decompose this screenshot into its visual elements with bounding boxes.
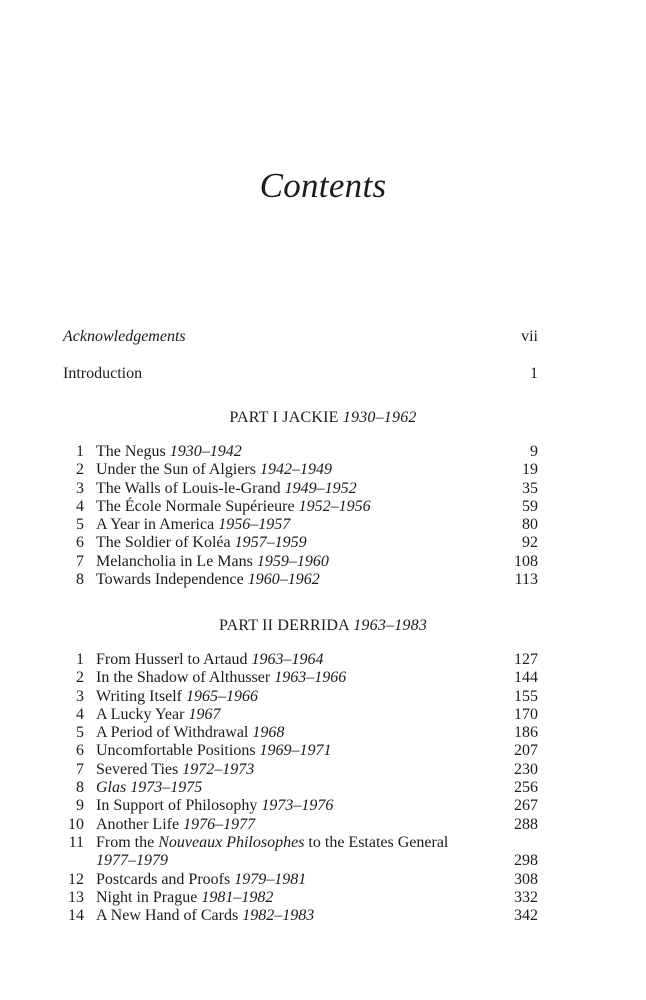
chapter-title: Under the Sun of Algiers — [96, 461, 256, 479]
front-matter-page: 1 — [530, 365, 538, 382]
chapter-list-part-2 — [63, 651, 538, 925]
toc-entry — [63, 688, 538, 706]
chapter-title-line — [96, 516, 290, 534]
chapter-number: 9 — [76, 797, 84, 815]
chapter-title-line — [96, 498, 371, 516]
chapter-title: Glas — [96, 779, 127, 797]
toc-entry — [63, 724, 538, 742]
toc-entry — [63, 480, 538, 498]
front-matter-introduction — [63, 364, 538, 384]
chapter-period: 1976–1977 — [183, 815, 256, 833]
chapter-period: 1957–1959 — [234, 534, 307, 552]
chapter-title: Night in Prague — [96, 888, 198, 906]
chapter-number: 3 — [76, 479, 84, 497]
chapter-title-line — [96, 688, 258, 706]
chapter-period: 1959–1960 — [256, 552, 329, 570]
toc-entry — [63, 742, 538, 760]
toc-entry — [63, 779, 538, 797]
chapter-title: The Soldier of Koléa — [96, 534, 231, 552]
toc-entry — [63, 534, 538, 552]
chapter-page: 9 — [530, 443, 538, 460]
chapter-title-line — [96, 871, 306, 889]
chapter-title-line — [96, 443, 242, 461]
part-period: 1930–1962 — [342, 409, 417, 426]
chapter-number: 1 — [76, 651, 84, 668]
chapter-number: 6 — [76, 742, 84, 760]
chapter-page: 230 — [514, 760, 538, 778]
chapter-title: Severed Ties — [96, 760, 179, 778]
chapter-title-line — [96, 651, 324, 669]
chapter-title: Postcards and Proofs — [96, 870, 231, 888]
chapter-period: 1952–1956 — [298, 497, 371, 515]
toc-entry — [63, 871, 538, 889]
chapter-title-line — [96, 724, 284, 742]
chapter-page: 288 — [514, 815, 538, 833]
part-label: PART I JACKIE — [229, 409, 339, 426]
chapter-title: From Husserl to Artaud — [96, 651, 248, 668]
chapter-list-part-1 — [63, 443, 538, 589]
chapter-page: 144 — [514, 669, 538, 687]
chapter-page: 59 — [522, 497, 538, 515]
chapter-period: 1963–1966 — [274, 669, 347, 687]
chapter-title: Uncomfortable Positions — [96, 742, 256, 760]
chapter-period: 1956–1957 — [218, 516, 291, 534]
chapter-number: 8 — [76, 779, 84, 797]
chapter-number: 3 — [76, 687, 84, 705]
chapter-title-line — [96, 480, 357, 498]
chapter-title-line — [96, 534, 307, 552]
chapter-title-line — [96, 907, 314, 925]
chapter-title-italic: Nouveaux Philosophes — [158, 833, 305, 851]
chapter-number: 7 — [76, 552, 84, 570]
chapter-period: 1979–1981 — [234, 870, 307, 888]
chapter-page: 108 — [514, 552, 538, 570]
part-period: 1963–1983 — [353, 617, 428, 634]
toc-entry — [63, 889, 538, 907]
chapter-title-line — [96, 571, 320, 589]
chapter-title: Writing Itself — [96, 687, 182, 705]
chapter-title-line — [96, 461, 332, 479]
chapter-title-line — [96, 834, 448, 852]
chapter-period: 1960–1962 — [247, 571, 320, 589]
chapter-number: 5 — [76, 516, 84, 534]
chapter-title-line — [96, 816, 255, 834]
toc-entry — [63, 706, 538, 724]
chapter-number: 4 — [76, 705, 84, 723]
chapter-page: 19 — [522, 461, 538, 479]
toc-entry — [63, 498, 538, 516]
chapter-title-line — [96, 742, 332, 760]
chapter-page: 256 — [514, 779, 538, 797]
front-matter-title: Introduction — [63, 365, 143, 382]
toc-entry — [63, 553, 538, 571]
chapter-number: 6 — [76, 534, 84, 552]
chapter-page: 207 — [514, 742, 538, 760]
chapter-number: 2 — [76, 669, 84, 687]
chapter-title: Another Life — [96, 815, 180, 833]
chapter-period: 1981–1982 — [201, 888, 274, 906]
chapter-period: 1973–1975 — [130, 779, 203, 797]
chapter-period: 1963–1964 — [251, 651, 324, 668]
chapter-title-part: to the Estates General — [304, 833, 449, 851]
chapter-title: A Lucky Year — [96, 705, 185, 723]
front-matter-page: vii — [521, 328, 538, 345]
page-title: Contents — [259, 166, 387, 205]
part-heading-2 — [0, 616, 646, 636]
toc-entry — [63, 797, 538, 815]
chapter-title: A Period of Withdrawal — [96, 724, 249, 742]
chapter-period: 1968 — [252, 724, 285, 742]
toc-entry — [63, 516, 538, 534]
chapter-page: 298 — [514, 852, 538, 870]
toc-entry — [63, 443, 538, 461]
chapter-number: 10 — [68, 815, 84, 833]
chapter-title: Melancholia in Le Mans — [96, 552, 253, 570]
toc-entry — [63, 834, 538, 871]
chapter-period: 1942–1949 — [259, 461, 332, 479]
chapter-title-line — [96, 797, 333, 815]
chapter-title-line — [96, 706, 220, 724]
chapter-period: 1967 — [188, 705, 221, 723]
chapter-period: 1982–1983 — [242, 907, 315, 925]
chapter-page: 113 — [514, 571, 538, 589]
chapter-page: 35 — [522, 479, 538, 497]
chapter-title-line — [96, 761, 254, 779]
toc-entry — [63, 816, 538, 834]
chapter-title: The École Normale Supérieure — [96, 497, 295, 515]
chapter-number: 4 — [76, 497, 84, 515]
chapter-page: 186 — [514, 724, 538, 742]
chapter-title-line — [96, 779, 202, 797]
chapter-title-line — [96, 669, 346, 687]
chapter-title-line — [96, 889, 273, 907]
chapter-title: The Negus — [96, 443, 166, 460]
chapter-number: 1 — [76, 443, 84, 460]
chapter-title: Towards Independence — [96, 571, 244, 589]
chapter-period: 1972–1973 — [182, 760, 255, 778]
chapter-title: In the Shadow of Althusser — [96, 669, 271, 687]
front-matter-title: Acknowledgements — [63, 328, 186, 345]
chapter-title: The Walls of Louis-le-Grand — [96, 479, 281, 497]
chapter-title: A Year in America — [96, 516, 215, 534]
chapter-page: 155 — [514, 687, 538, 705]
chapter-page: 308 — [514, 870, 538, 888]
front-matter-acknowledgements — [63, 327, 538, 347]
chapter-number: 13 — [68, 888, 84, 906]
chapter-page: 92 — [522, 534, 538, 552]
chapter-period: 1973–1976 — [261, 797, 334, 815]
part-label: PART II DERRIDA — [218, 617, 350, 634]
toc-entry — [63, 461, 538, 479]
part-heading-1 — [0, 408, 646, 428]
chapter-period: 1930–1942 — [169, 443, 242, 460]
chapter-page: 80 — [522, 516, 538, 534]
chapter-page: 127 — [514, 651, 538, 668]
chapter-period: 1969–1971 — [259, 742, 332, 760]
chapter-number: 12 — [68, 870, 84, 888]
chapter-number: 5 — [76, 724, 84, 742]
chapter-page: 342 — [514, 907, 538, 925]
toc-entry — [63, 761, 538, 779]
chapter-title-line — [96, 553, 329, 571]
chapter-period: 1977–1979 — [96, 852, 168, 870]
toc-entry — [63, 907, 538, 925]
chapter-number: 2 — [76, 461, 84, 479]
chapter-period: 1965–1966 — [186, 687, 258, 705]
chapter-page: 332 — [514, 888, 538, 906]
chapter-number: 14 — [68, 907, 84, 925]
chapter-page: 267 — [514, 797, 538, 815]
toc-entry — [63, 669, 538, 687]
chapter-title: A New Hand of Cards — [96, 907, 239, 925]
chapter-page: 170 — [514, 705, 538, 723]
chapter-title: In Support of Philosophy — [96, 797, 258, 815]
chapter-number: 7 — [76, 760, 84, 778]
chapter-title-part: From the — [96, 833, 159, 851]
chapter-number: 11 — [68, 833, 84, 851]
toc-entry — [63, 571, 538, 589]
chapter-number: 8 — [76, 571, 84, 589]
chapter-period: 1949–1952 — [284, 479, 357, 497]
toc-entry — [63, 651, 538, 669]
